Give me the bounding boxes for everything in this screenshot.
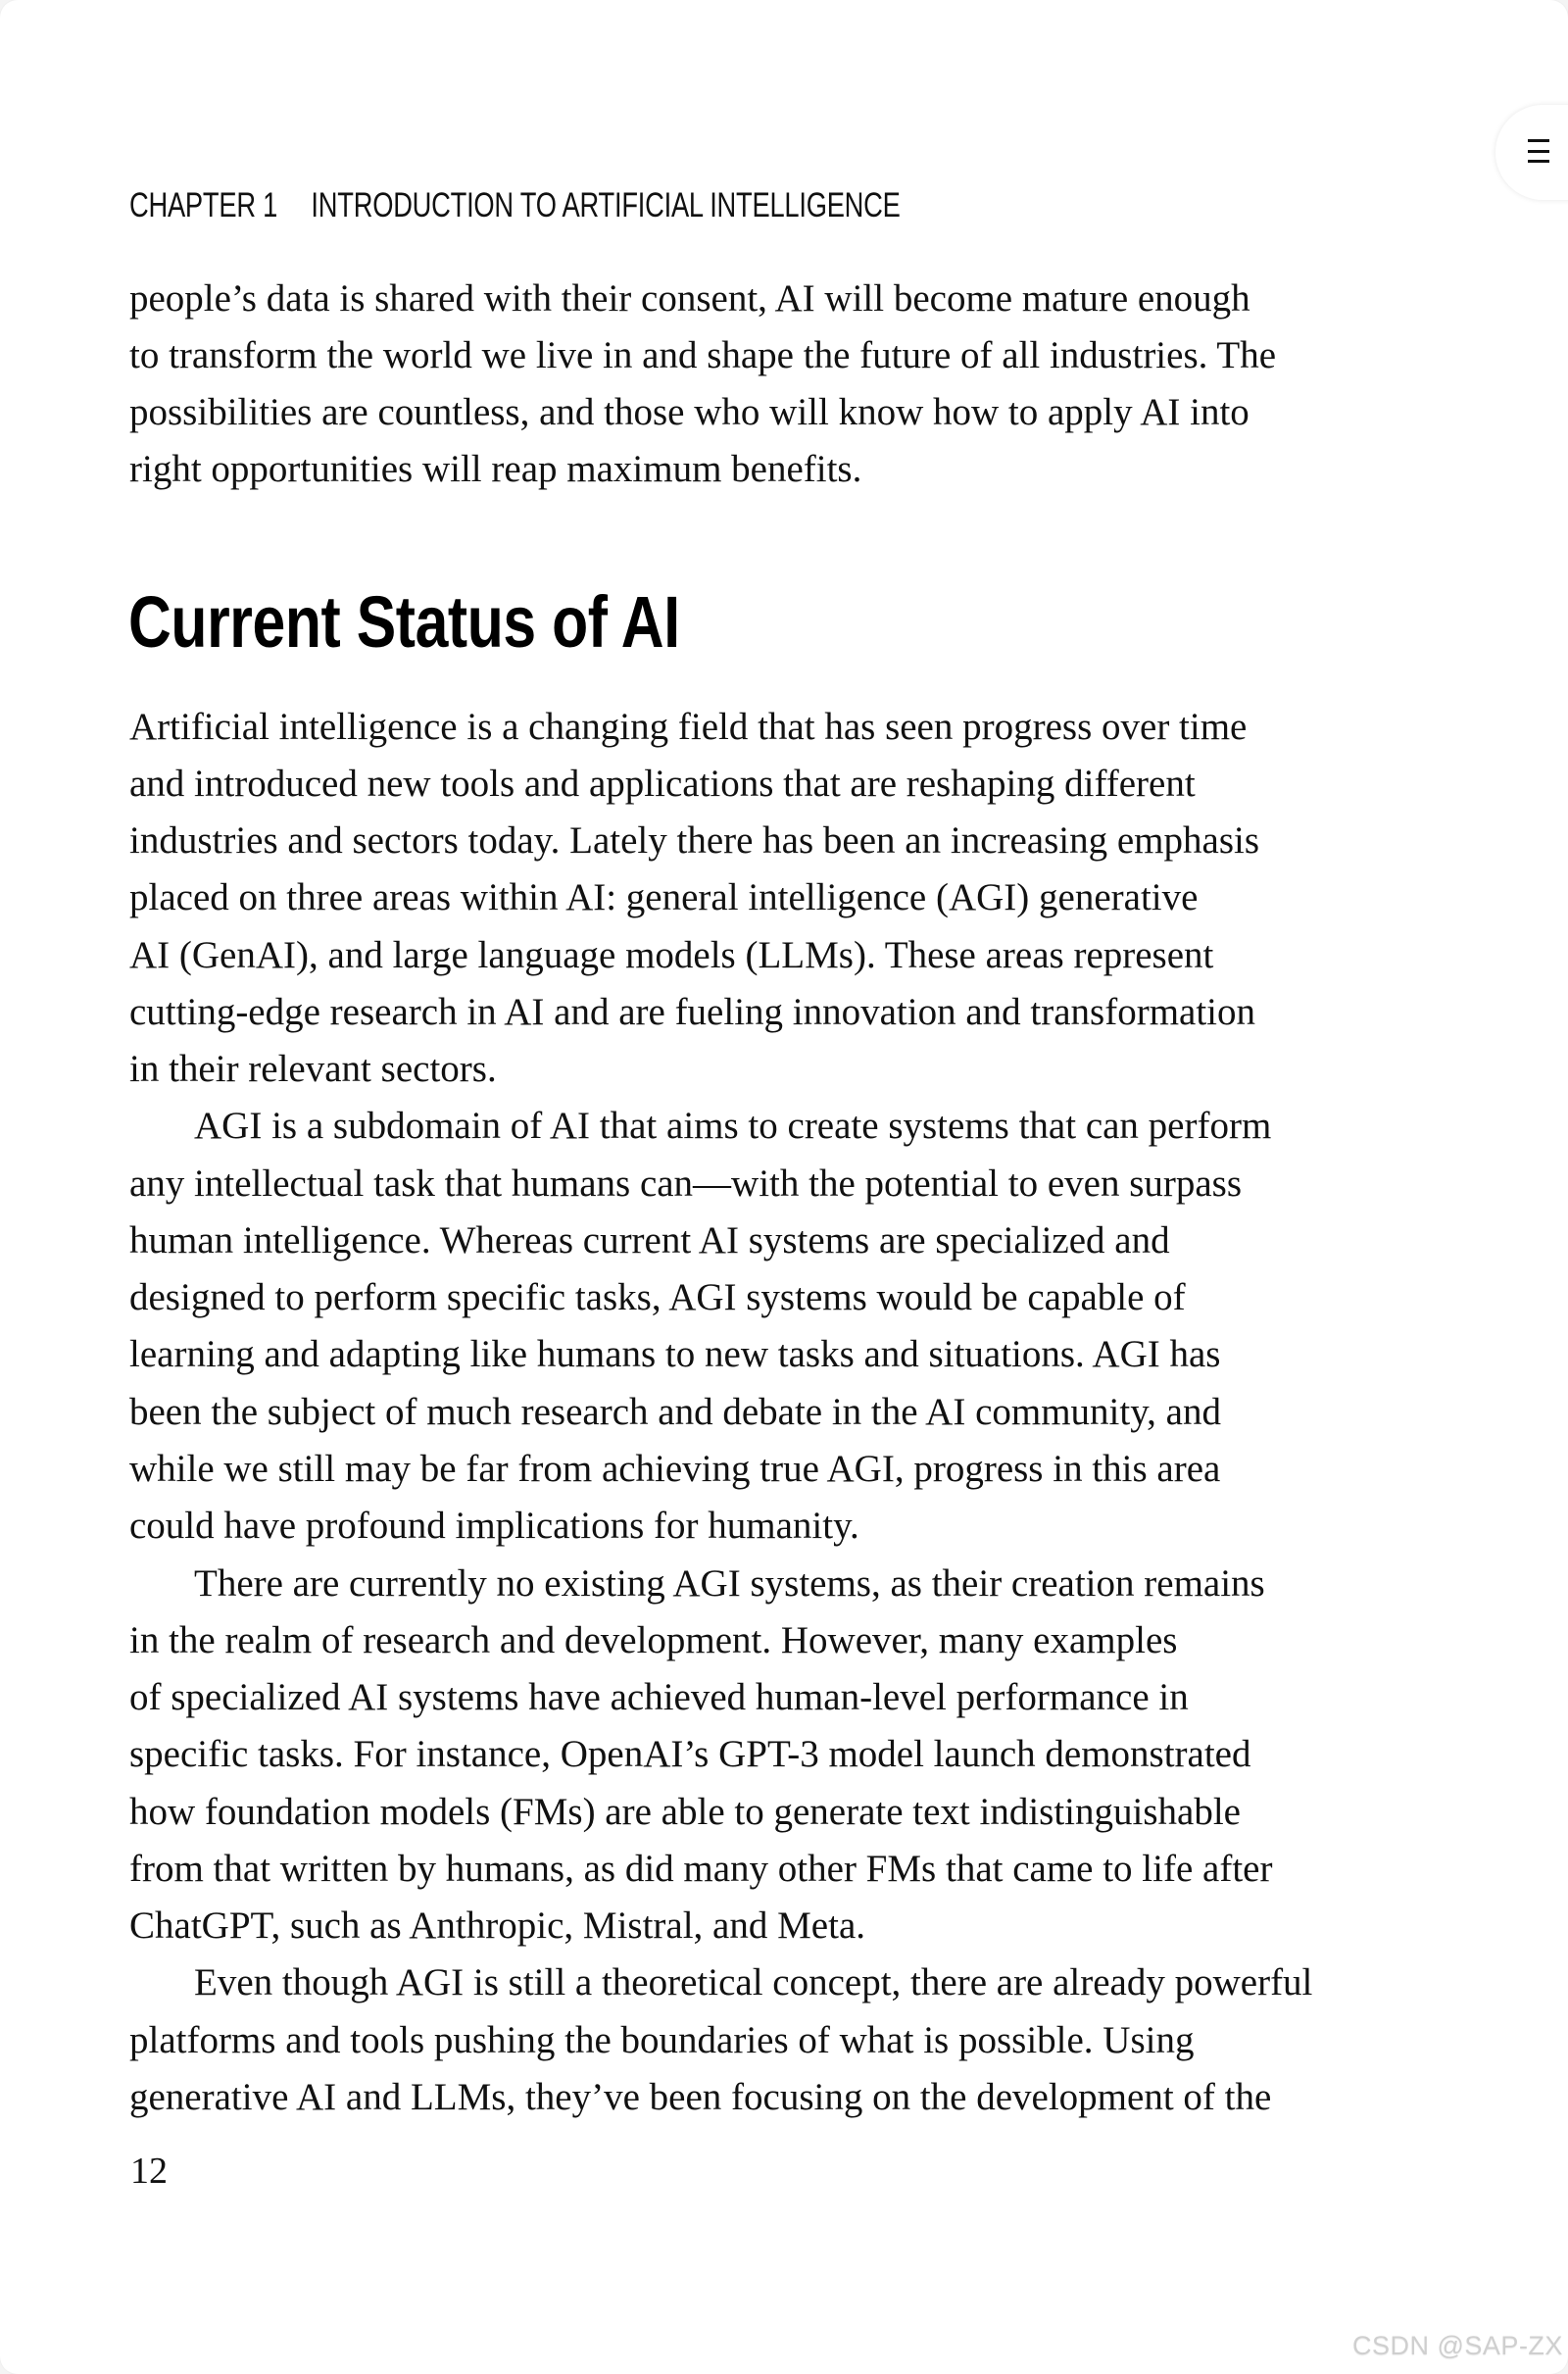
text-line: generative AI and LLMs, they’ve been focusing on the development of the <box>129 2076 1272 2118</box>
text-line: AI (GenAI), and large language models (LLMs). These areas represent <box>129 934 1214 976</box>
text-line: Even though AGI is still a theoretical concept, there are already powerful <box>194 1961 1313 2003</box>
chapter-title: INTRODUCTION TO ARTIFICIAL INTELLIGENCE <box>311 186 901 224</box>
text-line: cutting-edge research in AI and are fueling innovation and transformation <box>129 991 1256 1033</box>
text-line: AGI is a subdomain of AI that aims to create systems that can perform <box>194 1105 1272 1147</box>
text-line: designed to perform specific tasks, AGI systems would be capable of <box>129 1276 1186 1318</box>
text-line: to transform the world we live in and shape the future of all industries. The <box>129 334 1277 376</box>
chapter-label: CHAPTER 1 <box>129 186 278 224</box>
page-number: 12 <box>130 2151 168 2192</box>
running-head <box>129 186 901 225</box>
text-line: and introduced new tools and applications that are reshaping different <box>129 763 1196 805</box>
text-line: how foundation models (FMs) are able to generate text indistinguishable <box>129 1791 1241 1833</box>
text-line: industries and sectors today. Lately there has been an increasing emphasis <box>129 819 1260 862</box>
text-line: from that written by humans, as did many other FMs that came to life after <box>129 1848 1273 1890</box>
text-line: ChatGPT, such as Anthropic, Mistral, and Meta. <box>129 1904 865 1947</box>
text-line: could have profound implications for humanity. <box>129 1505 859 1547</box>
text-line: platforms and tools pushing the boundaries of what is possible. Using <box>129 2019 1195 2061</box>
text-line: There are currently no existing AGI systems, as their creation remains <box>194 1562 1265 1605</box>
text-line: of specialized AI systems have achieved human-level performance in <box>129 1676 1189 1718</box>
text-line: possibilities are countless, and those who will know how to apply AI into <box>129 391 1250 433</box>
text-line: Artificial intelligence is a changing field that has seen progress over time <box>129 706 1248 748</box>
menu-button[interactable] <box>1495 105 1568 200</box>
text-line: been the subject of much research and debate in the AI community, and <box>129 1391 1221 1433</box>
section-heading: Current Status of AI <box>128 581 680 663</box>
text-line: learning and adapting like humans to new tasks and situations. AGI has <box>129 1333 1221 1375</box>
text-line: in their relevant sectors. <box>129 1048 497 1090</box>
text-line: right opportunities will reap maximum benefits. <box>129 448 862 490</box>
text-line: human intelligence. Whereas current AI systems are specialized and <box>129 1219 1170 1261</box>
text-line: any intellectual task that humans can—with the potential to even surpass <box>129 1162 1243 1205</box>
text-line: while we still may be far from achieving true AGI, progress in this area <box>129 1448 1221 1490</box>
text-line: specific tasks. For instance, OpenAI’s GPT-3 model launch demonstrated <box>129 1733 1251 1775</box>
text-line: in the realm of research and development. However, many examples <box>129 1619 1178 1661</box>
text-line: people’s data is shared with their consent, AI will become mature enough <box>129 277 1250 320</box>
watermark: CSDN @SAP-ZX <box>1352 2331 1563 2360</box>
text-line: placed on three areas within AI: general intelligence (AGI) generative <box>129 876 1199 918</box>
